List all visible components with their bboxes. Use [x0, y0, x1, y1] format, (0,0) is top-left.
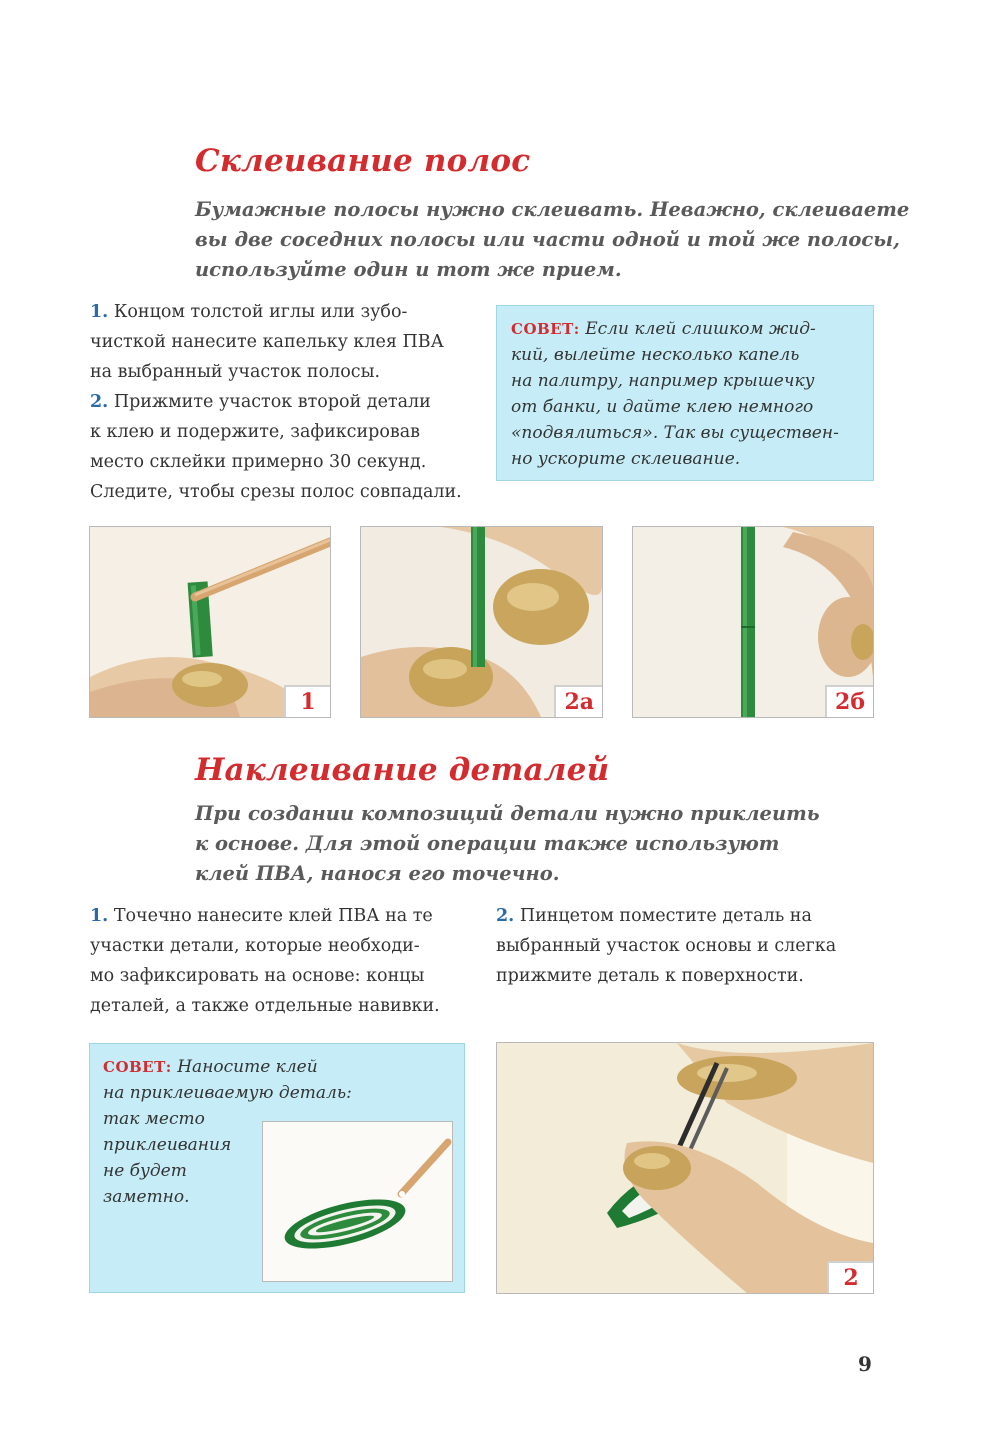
- tip-line: на палитру, например крышечку: [511, 371, 815, 391]
- tip-line: приклеивания: [103, 1135, 232, 1155]
- step-text: Концом толстой иглы или зубо-: [108, 302, 408, 322]
- step-text: мо зафиксировать на основе: концы: [90, 966, 425, 986]
- photo-step-1: [89, 526, 331, 718]
- photo-label: 2а: [554, 685, 602, 717]
- tip-box: [89, 1043, 465, 1293]
- step-text: к клею и подержите, зафиксировав: [90, 422, 421, 442]
- photo-label: 1: [284, 685, 330, 717]
- tip-line: «подвялиться». Так вы существен-: [511, 423, 839, 443]
- steps-text: [90, 297, 462, 507]
- section-lead: [195, 195, 909, 285]
- step-number: 2.: [496, 906, 515, 926]
- step-number: 1.: [90, 302, 109, 322]
- step-number: 1.: [90, 906, 109, 926]
- lead-line: вы две соседних полосы или части одной и той же полосы,: [195, 228, 900, 251]
- step-text: деталей, а также отдельные навивки.: [90, 996, 440, 1016]
- section-title-attaching-parts: Наклеивание деталей: [195, 752, 610, 788]
- photo-tweezers-step-2: [496, 1042, 874, 1294]
- step-text: Пинцетом поместите деталь на: [514, 906, 812, 926]
- photo-step-2b: [632, 526, 874, 718]
- step-2-text: [496, 901, 836, 991]
- tip-line: не будет: [103, 1161, 187, 1181]
- step-text: на выбранный участок полосы.: [90, 362, 381, 382]
- photo-label: 2б: [825, 685, 873, 717]
- lead-line: клей ПВА, нанося его точечно.: [195, 862, 560, 885]
- tip-line: Если клей слишком жид-: [579, 319, 816, 339]
- tip-line: заметно.: [103, 1187, 190, 1207]
- step-text: Точечно нанесите клей ПВА на те: [108, 906, 433, 926]
- photo-step-2a: [360, 526, 603, 718]
- step-text: чисткой нанесите капельку клея ПВА: [90, 332, 444, 352]
- tip-line: но ускорите склеивание.: [511, 449, 741, 469]
- lead-line: Бумажные полосы нужно склеивать. Неважно, склеиваете: [195, 198, 910, 221]
- step-text: выбранный участок основы и слегка: [496, 936, 837, 956]
- step-text: участки детали, которые необходи-: [90, 936, 420, 956]
- tip-line: кий, вылейте несколько капель: [511, 345, 800, 365]
- tip-line: от банки, и дайте клею немного: [511, 397, 814, 417]
- photo-label: 2: [827, 1261, 873, 1293]
- tip-line: на приклеиваемую деталь:: [103, 1083, 352, 1103]
- tip-line: так место: [103, 1109, 205, 1129]
- page-number: 9: [858, 1352, 872, 1376]
- tip-box: [496, 305, 874, 481]
- step-text: Следите, чтобы срезы полос совпадали.: [90, 482, 462, 502]
- step-text: место склейки примерно 30 секунд.: [90, 452, 427, 472]
- lead-line: используйте один и тот же прием.: [195, 258, 622, 281]
- step-number: 2.: [90, 392, 109, 412]
- photo-glue-on-part: [262, 1121, 453, 1282]
- step-1-text: [90, 901, 440, 1021]
- tip-label: СОВЕТ:: [103, 1058, 172, 1076]
- step-text: прижмите деталь к поверхности.: [496, 966, 804, 986]
- tip-line: Наносите клей: [171, 1057, 318, 1077]
- lead-line: При создании композиций детали нужно приклеить: [195, 802, 820, 825]
- section-lead: [195, 799, 820, 889]
- section-title-gluing-strips: Склеивание полос: [195, 143, 531, 179]
- step-text: Прижмите участок второй детали: [108, 392, 431, 412]
- lead-line: к основе. Для этой операции также используют: [195, 832, 780, 855]
- tip-label: СОВЕТ:: [511, 320, 580, 338]
